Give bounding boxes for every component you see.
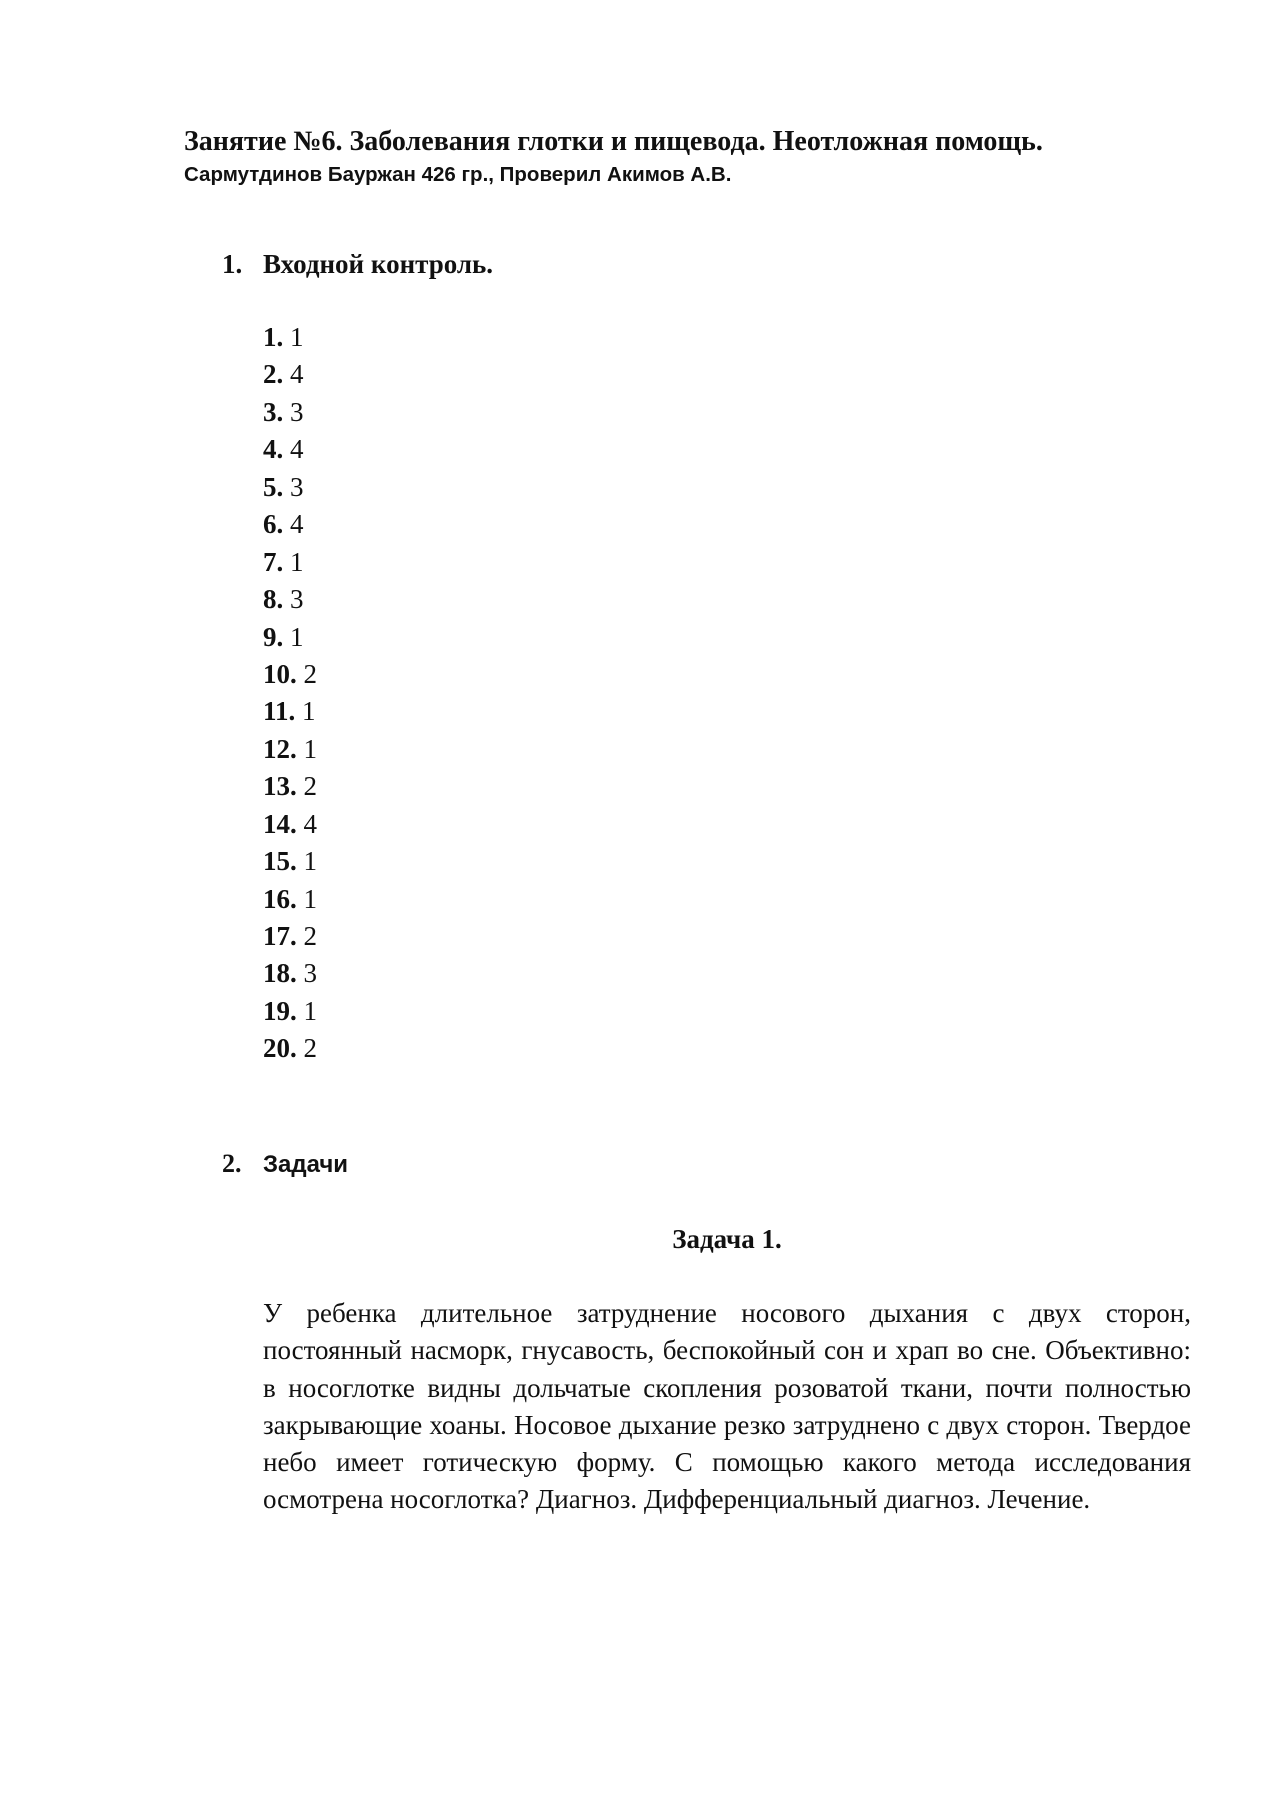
question-number: 10. — [263, 658, 297, 689]
answer-value: 3 — [290, 471, 304, 502]
question-number: 3. — [263, 396, 284, 427]
answer-item — [263, 806, 317, 843]
document-title: Занятие №6. Заболевания глотки и пищевода. Неотложная помощь. — [184, 126, 1043, 157]
answer-item — [263, 319, 317, 356]
question-number: 8. — [263, 584, 284, 615]
answer-item — [263, 469, 317, 506]
answer-item — [263, 656, 317, 693]
question-number: 5. — [263, 471, 284, 502]
question-number: 15. — [263, 846, 297, 877]
question-number: 16. — [263, 883, 297, 914]
question-number: 14. — [263, 808, 297, 839]
answer-value: 3 — [290, 396, 304, 427]
question-number: 17. — [263, 921, 297, 951]
answer-item — [263, 394, 317, 431]
answer-value: 1 — [290, 621, 304, 652]
answer-value: 1 — [302, 696, 316, 727]
answer-value: 1 — [303, 733, 317, 764]
answer-item — [263, 768, 317, 805]
answer-value: 2 — [303, 1033, 317, 1064]
answer-item — [263, 1030, 317, 1067]
question-number: 2. — [263, 359, 284, 390]
question-number: 20. — [263, 1033, 297, 1064]
answer-item — [263, 544, 317, 581]
answer-value: 3 — [290, 584, 304, 615]
question-number: 4. — [263, 434, 284, 465]
question-number: 13. — [263, 771, 297, 802]
answer-item — [263, 356, 317, 393]
answer-value: 2 — [303, 921, 317, 951]
section-heading-tasks — [222, 1147, 348, 1182]
answer-value: 2 — [303, 771, 317, 802]
answer-value: 4 — [290, 359, 304, 390]
answer-item — [263, 506, 317, 543]
section-number: 2. — [222, 1149, 242, 1178]
answer-value: 1 — [290, 322, 304, 352]
answer-value: 4 — [290, 434, 304, 465]
answer-list — [263, 319, 317, 1068]
answer-item — [263, 955, 317, 992]
question-number: 11. — [263, 696, 296, 727]
answer-item — [263, 693, 317, 730]
answer-value: 2 — [303, 658, 317, 689]
answer-item — [263, 431, 317, 468]
question-number: 19. — [263, 995, 297, 1026]
answer-item — [263, 619, 317, 656]
section-heading-entry-control — [222, 247, 493, 281]
answer-item — [263, 843, 317, 880]
answer-item — [263, 881, 317, 918]
answer-item — [263, 993, 317, 1030]
section-title: Задачи — [263, 1151, 349, 1178]
section-number: 1. — [222, 249, 243, 279]
answer-value: 3 — [303, 958, 317, 989]
answer-value: 1 — [303, 846, 317, 877]
question-number: 12. — [263, 733, 297, 764]
question-number: 6. — [263, 509, 284, 540]
question-number: 1. — [263, 322, 284, 352]
answer-value: 1 — [290, 546, 304, 577]
task-text: У ребенка длительное затруднение носового дыхания с двух сторон, постоянный насморк, гнусавость, беспокойный сон и храп во сне. Объективно: в носоглотке видны дольчатые скопления розоватой ткани, почти полностью закрывающие хоаны. Носовое дыхание резко затруднено с двух сторон. Твердое небо имеет готическую форму. С помощью какого метода исследования осмотрена носоглотка? Диагноз. Дифференциальный диагноз. Лечение. — [263, 1298, 1191, 1515]
answer-item — [263, 731, 317, 768]
task-title: Задача 1. — [672, 1224, 782, 1254]
author-line: Сармутдинов Бауржан 426 гр., Проверил Акимов А.В. — [184, 163, 732, 186]
question-number: 7. — [263, 546, 284, 577]
answer-value: 4 — [303, 808, 317, 839]
answer-value: 1 — [303, 995, 317, 1026]
question-number: 9. — [263, 621, 284, 652]
question-number: 18. — [263, 958, 297, 989]
answer-item — [263, 918, 317, 955]
section-title: Входной контроль. — [263, 249, 494, 279]
answer-item — [263, 581, 317, 618]
answer-value: 4 — [290, 509, 304, 540]
answer-value: 1 — [303, 883, 317, 914]
